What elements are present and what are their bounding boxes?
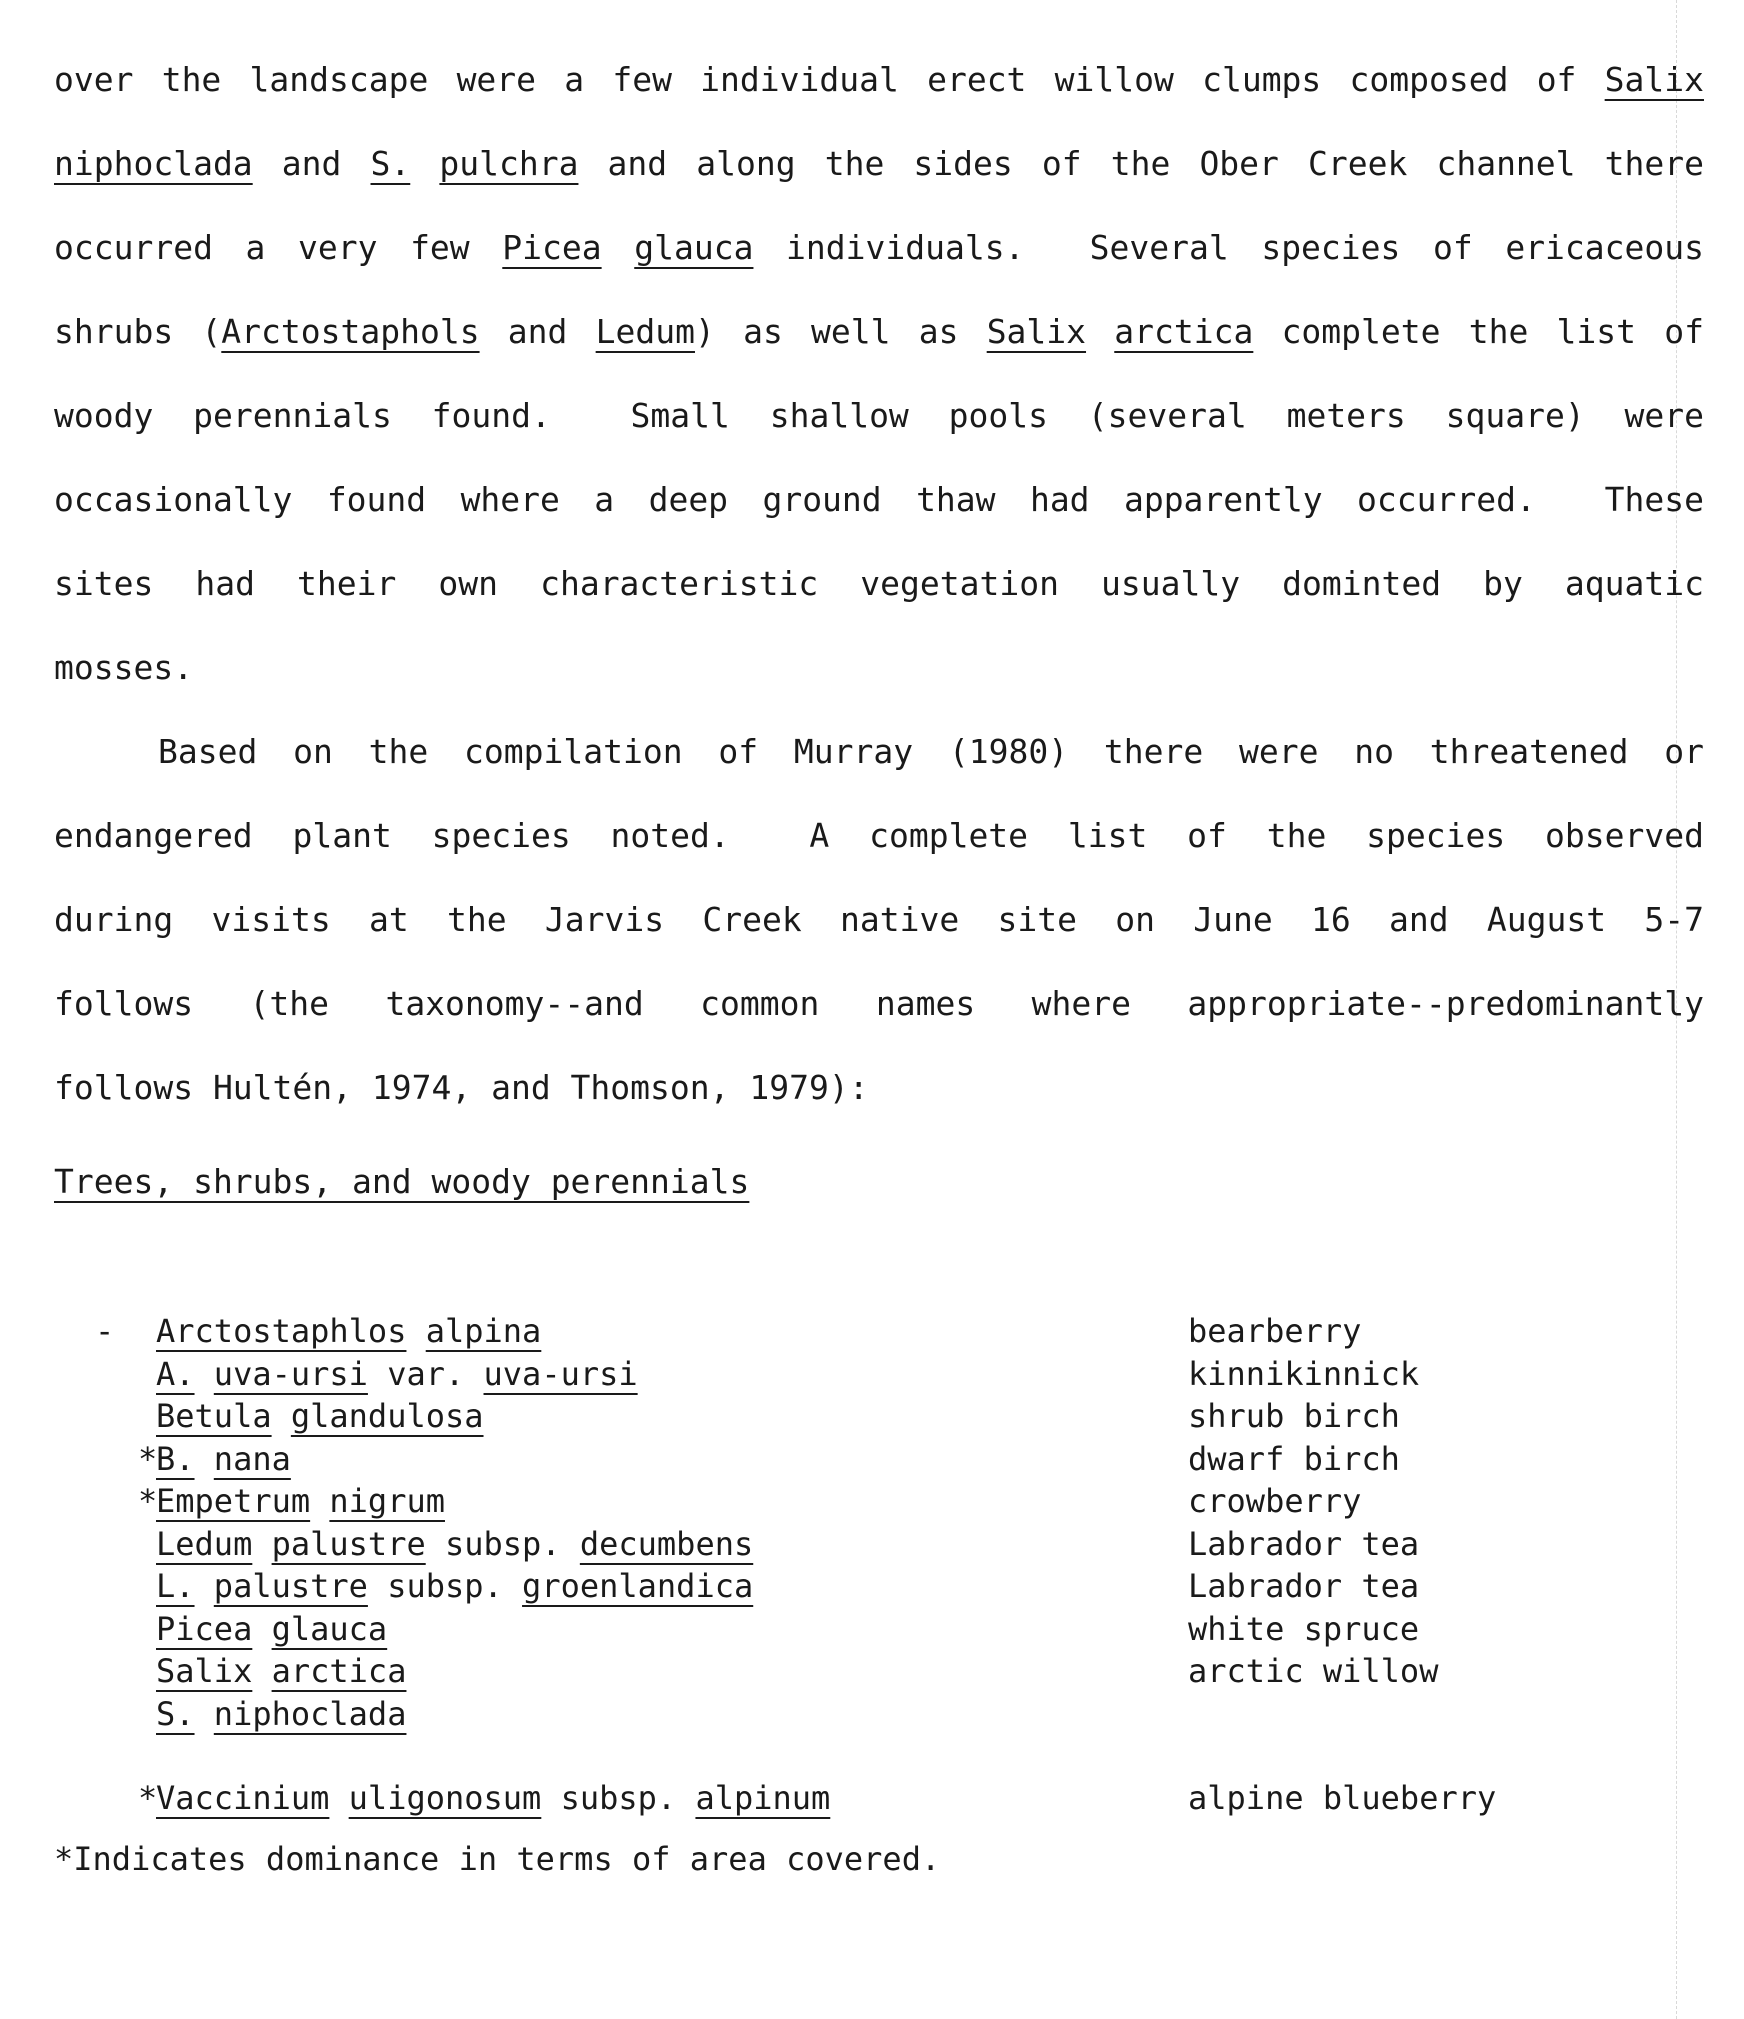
scientific-name xyxy=(156,1693,406,1736)
footnote: *Indicates dominance in terms of area covered. xyxy=(54,1840,941,1878)
text-run: over the landscape were a few individual erect willow clumps composed of xyxy=(54,60,1605,99)
text-run: shrubs ( xyxy=(54,312,222,351)
section-heading xyxy=(54,1140,749,1224)
text-line xyxy=(54,206,1704,290)
taxon-name: Salix xyxy=(156,1652,253,1690)
scientific-name xyxy=(156,1523,753,1566)
taxon-name: Picea xyxy=(156,1609,253,1648)
scientific-name xyxy=(156,1777,830,1820)
text-line xyxy=(54,1046,1704,1130)
text-run: sites had their own characteristic vegetation usually dominted by aquatic xyxy=(54,564,1704,603)
text-run xyxy=(195,1440,214,1478)
text-run: ) as well as xyxy=(694,312,987,351)
taxon-name: pulchra xyxy=(439,144,579,183)
text-run xyxy=(272,1397,291,1435)
paragraph-species-list-intro xyxy=(54,710,1704,1130)
common-name: Labrador tea xyxy=(1188,1567,1420,1605)
dominance-mark: * xyxy=(138,1439,158,1478)
taxon-name: decumbens xyxy=(579,1524,754,1563)
taxon-name: Vaccinium xyxy=(156,1779,330,1817)
taxon-name: uligonosum xyxy=(348,1779,542,1817)
paragraph-vegetation xyxy=(54,38,1704,710)
text-line xyxy=(54,710,1704,794)
taxon-name: arctica xyxy=(1114,312,1254,351)
text-run: endangered plant species noted. A complete list of the species observed xyxy=(54,816,1704,855)
taxon-name: niphoclada xyxy=(54,144,253,183)
text-line xyxy=(54,458,1704,542)
text-run xyxy=(406,1312,425,1350)
text-run xyxy=(310,1482,329,1520)
species-row xyxy=(0,1777,1700,1820)
text-run xyxy=(602,228,635,267)
taxon-name: uva-ursi xyxy=(483,1354,638,1393)
taxon-name: alpinum xyxy=(695,1779,831,1817)
text-run: mosses. xyxy=(54,648,194,687)
species-row xyxy=(0,1353,1700,1396)
taxon-name: Picea xyxy=(502,228,602,267)
common-name: bearberry xyxy=(1188,1312,1362,1350)
common-name: kinnikinnick xyxy=(1188,1354,1420,1393)
taxon-name: nigrum xyxy=(329,1482,445,1520)
dominance-mark: * xyxy=(138,1779,158,1817)
species-row xyxy=(0,1608,1700,1651)
taxon-name: alpina xyxy=(425,1312,542,1350)
taxon-name: Salix xyxy=(986,312,1087,351)
taxon-name: L. xyxy=(156,1567,195,1605)
text-run: occasionally found where a deep ground thaw had apparently occurred. These xyxy=(54,480,1704,519)
taxon-name: nana xyxy=(213,1439,291,1478)
common-name: alpine blueberry xyxy=(1188,1779,1497,1817)
common-name: crowberry xyxy=(1188,1482,1362,1520)
species-row xyxy=(0,1565,1700,1608)
species-list xyxy=(0,1310,1700,1820)
text-line xyxy=(54,38,1704,122)
text-run: var. xyxy=(367,1354,484,1393)
taxon-name: arctica xyxy=(271,1652,407,1690)
common-name: arctic willow xyxy=(1188,1652,1439,1690)
scientific-name xyxy=(156,1650,406,1693)
text-line xyxy=(54,290,1704,374)
text-line xyxy=(54,794,1704,878)
text-run: and along the sides of the Ober Creek channel there xyxy=(578,144,1704,183)
text-run: occurred a very few xyxy=(54,228,503,267)
taxon-name: Arctostaphols xyxy=(221,312,480,351)
text-line xyxy=(54,962,1704,1046)
text-run: subsp. xyxy=(425,1524,580,1563)
text-run: complete the list of xyxy=(1253,312,1704,351)
taxon-name: glauca xyxy=(634,228,754,267)
text-run: subsp. xyxy=(541,1779,696,1817)
common-name: shrub birch xyxy=(1188,1397,1400,1435)
taxon-name: palustre xyxy=(213,1567,368,1605)
taxon-name: S. xyxy=(156,1694,195,1733)
species-row xyxy=(0,1395,1700,1438)
text-run xyxy=(195,1695,214,1733)
taxon-name: glandulosa xyxy=(290,1397,484,1435)
text-line xyxy=(54,542,1704,626)
text-run: Based on the compilation of Murray (1980) there were no threatened or xyxy=(158,732,1704,771)
taxon-name: uva-ursi xyxy=(213,1354,368,1393)
scientific-name xyxy=(156,1353,638,1396)
text-run xyxy=(252,1525,271,1563)
taxon-name: B. xyxy=(156,1439,195,1478)
text-run xyxy=(410,144,439,183)
taxon-name: Betula xyxy=(156,1397,272,1435)
text-run: subsp. xyxy=(367,1567,523,1605)
species-row xyxy=(0,1480,1700,1523)
text-run xyxy=(1086,312,1114,351)
taxon-name: A. xyxy=(156,1354,195,1393)
taxon-name: Ledum xyxy=(595,312,695,351)
taxon-name: palustre xyxy=(271,1524,426,1563)
scientific-name xyxy=(156,1565,753,1608)
text-line xyxy=(54,374,1704,458)
taxon-name: Ledum xyxy=(156,1524,253,1563)
scientific-name xyxy=(156,1310,541,1353)
text-run: during visits at the Jarvis Creek native site on June 16 and August 5-7 xyxy=(54,900,1704,939)
text-run: and xyxy=(479,312,596,351)
scientific-name xyxy=(156,1480,445,1523)
taxon-name: niphoclada xyxy=(213,1694,407,1733)
species-row xyxy=(0,1693,1700,1736)
text-run: follows (the taxonomy--and common names where appropriate--predominantly xyxy=(54,984,1704,1023)
text-run xyxy=(329,1779,348,1817)
dominance-mark: * xyxy=(138,1482,158,1520)
taxon-name: Salix xyxy=(1604,60,1704,99)
text-run xyxy=(252,1652,271,1690)
list-dash: - xyxy=(95,1312,115,1350)
text-run xyxy=(252,1610,271,1648)
scientific-name xyxy=(156,1438,291,1481)
text-run xyxy=(195,1567,214,1605)
scientific-name xyxy=(156,1395,484,1438)
text-run: follows Hultén, 1974, and Thomson, 1979): xyxy=(54,1068,869,1107)
common-name: white spruce xyxy=(1188,1609,1420,1648)
taxon-name: Arctostaphlos xyxy=(156,1312,407,1350)
species-row xyxy=(0,1438,1700,1481)
section-heading-text: Trees, shrubs, and woody perennials xyxy=(54,1162,750,1201)
taxon-name: glauca xyxy=(271,1609,388,1648)
text-run: woody perennials found. Small shallow pools (several meters square) were xyxy=(54,396,1704,435)
scientific-name xyxy=(156,1608,387,1651)
common-name: dwarf birch xyxy=(1188,1439,1400,1478)
species-row xyxy=(0,1310,1700,1353)
taxon-name: groenlandica xyxy=(522,1567,754,1605)
text-line xyxy=(54,626,1704,710)
text-line xyxy=(54,122,1704,206)
text-run: and xyxy=(252,144,371,183)
text-line xyxy=(54,878,1704,962)
text-run xyxy=(195,1355,214,1393)
common-name: Labrador tea xyxy=(1188,1524,1420,1563)
text-run: individuals. Several species of ericaceous xyxy=(753,228,1705,267)
species-row xyxy=(0,1523,1700,1566)
taxon-name: Empetrum xyxy=(156,1482,311,1520)
taxon-name: S. xyxy=(370,144,411,183)
species-row xyxy=(0,1650,1700,1693)
